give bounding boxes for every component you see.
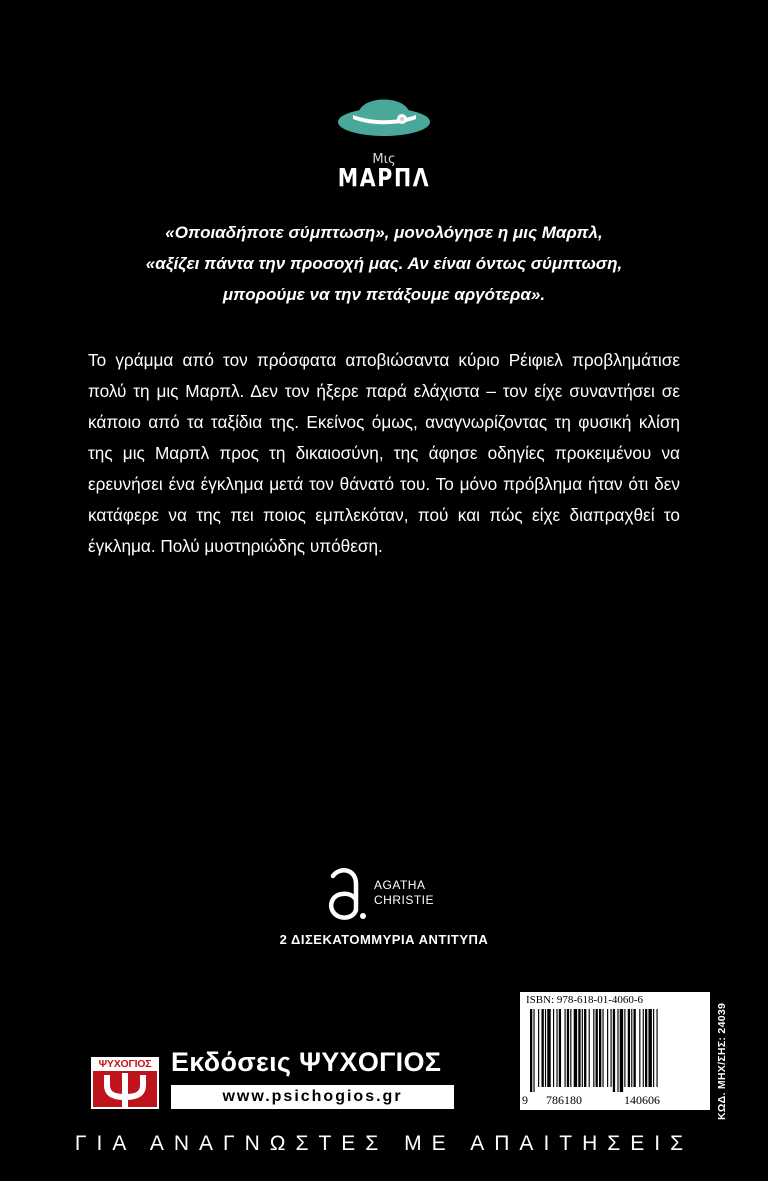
publisher-logo — [91, 1057, 159, 1109]
quote-line: «Οποιαδήποτε σύμπτωση», μονολόγησε η μις Μαρπλ, — [165, 223, 603, 242]
series-title-small: Μις — [372, 152, 396, 167]
publisher-url: www.psichogios.gr — [171, 1085, 454, 1109]
series-title: ΜΑΡΠΛ — [337, 163, 431, 192]
isbn-barcode — [520, 992, 710, 1110]
copies-sold: 2 ΔΙΣΕΚΑΤΟΜΜΥΡΙΑ ΑΝΤΙΤΥΠΑ — [279, 932, 489, 947]
publisher-name: Εκδόσεις ΨΥΧΟΓΙΟΣ — [171, 1047, 442, 1077]
author-logo — [320, 864, 450, 924]
author-line: CHRISTIE — [374, 893, 435, 907]
psi-icon — [93, 1071, 157, 1107]
author-name — [374, 878, 434, 908]
barcode-icon — [530, 1009, 702, 1092]
product-code: ΚΩΔ. ΜΗΧ/ΣΗΣ: 24039 — [716, 1002, 728, 1120]
isbn-group-1: 786180 — [546, 1093, 582, 1107]
isbn-label: ISBN: 978-618-01-4060-6 — [526, 994, 644, 1006]
isbn-first-digit: 9 — [522, 1093, 528, 1107]
author-line: AGATHA — [374, 878, 426, 892]
quote-line: «αξίζει πάντα την προσοχή μας. Αν είναι όντως σύμπτωση, — [145, 254, 623, 273]
quote — [100, 217, 668, 310]
agatha-christie-logo-icon — [320, 864, 368, 922]
synopsis: Το γράμμα από τον πρόσφατα αποβιώσαντα κύριο Ρέιφιελ προβλημάτισε πολύ τη μις Μαρπλ. Δεν τον ήξερε παρά ελάχιστα – τον είχε συναντήσει σε κάποιο από τα ταξίδια της. Εκείνος όμως, αναγνωρίζοντας τη φυσική κλίση της μις Μαρπλ προς τη δικαιοσύνη, της άφησε οδηγίες προκειμένου να ερευνήσει ένα έγκλημα μετά τον θάνατό του. Το μόνο πρόβλημα ήταν ότι δεν κατάφερε να της πει ποιος εμπλεκόταν, πού και πώς είχε διαπραχθεί το έγκλημα. Πολύ μυστηριώδης υπόθεση. — [88, 350, 680, 556]
isbn-group-2: 140606 — [624, 1093, 660, 1107]
quote-line: μπορούμε να την πετάξουμε αργότερα». — [222, 285, 546, 304]
hat-icon — [336, 88, 432, 144]
publisher-logo-text: ΨΥΧΟΓΙΟΣ — [91, 1057, 159, 1071]
tagline: ΓΙΑ ΑΝΑΓΝΩΣΤΕΣ ΜΕ ΑΠΑΙΤΗΣΕΙΣ — [74, 1132, 694, 1155]
